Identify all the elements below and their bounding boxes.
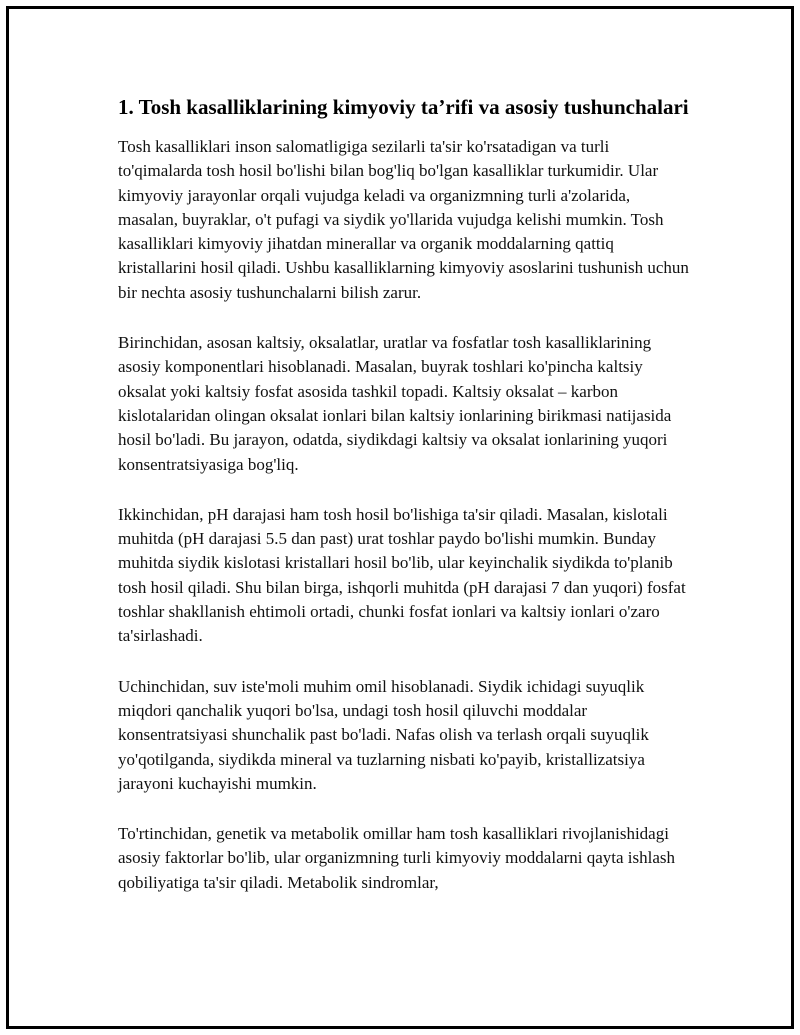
paragraph-intro: Tosh kasalliklari inson salomatligiga sezilarli ta'sir ko'rsatadigan va turli to'qimalarda tosh hosil bo'lishi bilan bog'liq bo'lgan kasalliklar turkumidir. Ular kimyoviy jarayonlar orqali vujudga keladi va organizmning turli a'zolarida, masalan, buyraklar, o't pufagi va siydik yo'llarida vujudga kelishi mumkin. Tosh kasalliklari kimyoviy jihatdan minerallar va organik moddalarning qattiq kristallarini hosil qiladi. Ushbu kasalliklarning kimyoviy asoslarini tushunish uchun bir nechta asosiy tushunchalarni bilish zarur.	[118, 137, 689, 302]
paragraph-first: Birinchidan, asosan kaltsiy, oksalatlar, uratlar va fosfatlar tosh kasalliklarining asosiy komponentlari hisoblanadi. Masalan, buyrak toshlari ko'pincha kaltsiy oksalat yoki kaltsiy fosfat asosida tashkil topadi. Kaltsiy oksalat – karbon kislotalaridan olingan oksalat ionlari bilan kaltsiy ionlarining birikmasi natijasida hosil bo'ladi. Bu jarayon, odatda, siydikdagi kaltsiy va oksalat ionlarining yuqori konsentratsiyasiga bog'liq.	[118, 333, 672, 474]
section-heading: 1. Tosh kasalliklarining kimyoviy ta’rifi va asosiy tushunchalari	[118, 95, 689, 119]
paragraph-fourth: To'rtinchidan, genetik va metabolik omillar ham tosh kasalliklari rivojlanishidagi asosiy faktorlar bo'lib, ular organizmning turli kimyoviy moddalarni qayta ishlash qobiliyatiga ta'sir qiladi. Metabolik sindromlar,	[118, 824, 676, 892]
paragraph-second: Ikkinchidan, pH darajasi ham tosh hosil bo'lishiga ta'sir qiladi. Masalan, kislotali muhitda (pH darajasi 5.5 dan past) urat toshlar paydo bo'lishi mumkin. Bunday muhitda siydik kislotasi kristallari hosil bo'lib, ular keyinchalik siydikda to'planib tosh hosil qiladi. Shu bilan birga, ishqorli muhitda (pH darajasi 7 dan yuqori) fosfat toshlar shakllanish ehtimoli ortadi, chunki fosfat ionlari va kaltsiy ionlari o'zaro ta'sirlashadi.	[118, 504, 686, 646]
document-body	[118, 94, 693, 921]
paragraph-third: Uchinchidan, suv iste'moli muhim omil hisoblanadi. Siydik ichidagi suyuqlik miqdori qanchalik yuqori bo'lsa, undagi tosh hosil qiluvchi moddalar konsentratsiyasi shunchalik past bo'ladi. Nafas olish va terlash orqali suyuqlik yo'qotilganda, siydikda mineral va tuzlarning nisbati ko'payib, kristallizatsiya jarayoni kuchayishi mumkin.	[118, 676, 649, 793]
